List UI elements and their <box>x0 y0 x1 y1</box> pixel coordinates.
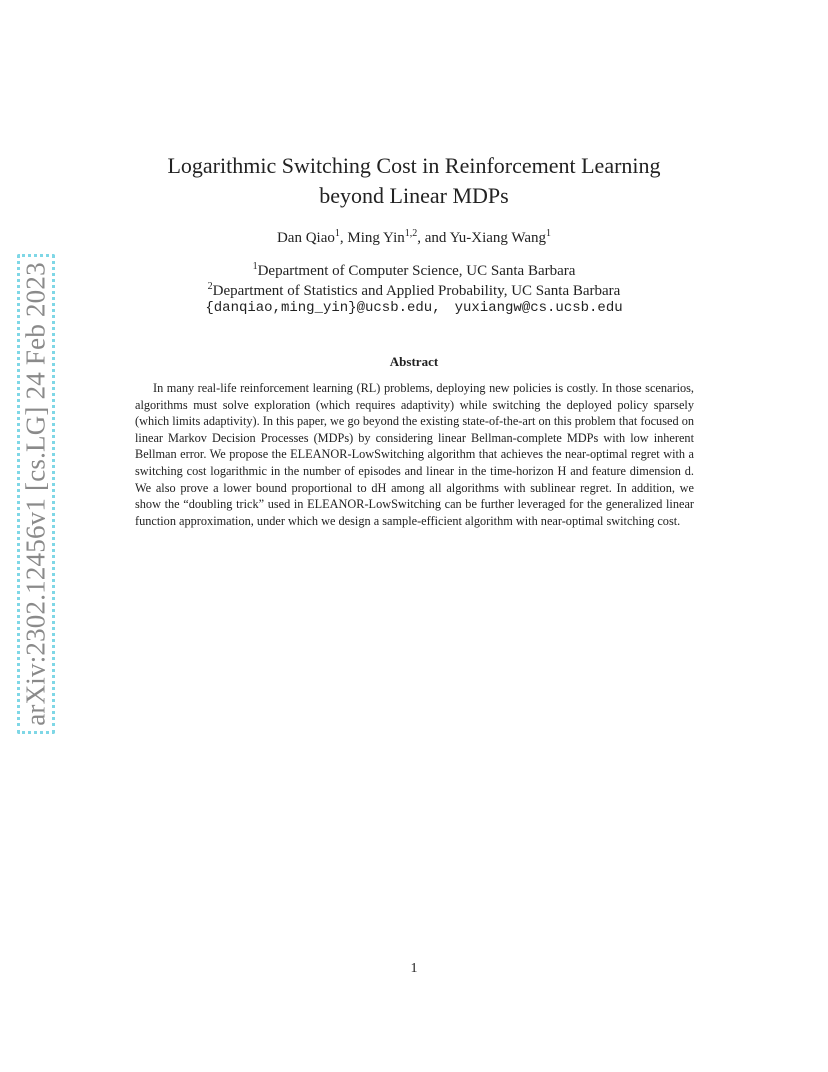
author-affiliation-marker: 1,2 <box>404 228 418 239</box>
arxiv-identifier-stamp <box>17 254 55 734</box>
affiliation-1 <box>0 261 828 280</box>
email-ucsb: {danqiao,ming_yin}@ucsb.edu, <box>205 300 441 316</box>
affiliation-text: Department of Computer Science, UC Santa Barbara <box>257 263 576 279</box>
email-cs-ucsb: yuxiangw@cs.ucsb.edu <box>454 300 623 316</box>
affiliation-marker: 1 <box>252 261 258 272</box>
author-list: Dan Qiao$^1$, Ming Yin$^{1,2}$, and Yu-Xiang Wang$^1$ <box>276 228 552 246</box>
title-line-2: beyond Linear MDPs <box>319 183 509 208</box>
affiliation-marker: 2 <box>207 281 213 292</box>
title-line-1: Logarithmic Switching Cost in Reinforcement Learning <box>167 153 661 178</box>
author-affiliation-marker: 1 <box>334 228 340 239</box>
affiliation-2 <box>0 281 828 300</box>
paper-title <box>0 151 828 211</box>
author-affiliation-marker: 1 <box>546 228 552 239</box>
author-name: Dan Qiao <box>276 230 335 246</box>
author-name: Ming Yin <box>347 230 405 246</box>
author-name: Yu-Xiang Wang <box>449 230 547 246</box>
page-number: 1 <box>410 961 418 976</box>
abstract-body: In many real-life reinforcement learning (RL) problems, deploying new policies is costly. In those scenarios, algorithms must solve exploration (which requires adaptivity) while switching the deployed policy sparsely (which limits adaptivity). In this paper, we go beyond the existing state-of-the-art on this problem that focused on linear Markov Decision Processes (MDPs) by considering linear Bellman-complete MDPs with low inherent Bellman error. We propose the ELEANOR-LowSwitching algorithm that achieves the near-optimal regret with a switching cost logarithmic in the number of episodes and linear in the time-horizon H and feature dimension d. We also prove a lower bound proportional to dH among all algorithms with sublinear regret. In addition, we show the “doubling trick” used in ELEANOR-LowSwitching can be further leveraged for the generalized linear function approximation, under which we design a sample-efficient algorithm with near-optimal switching cost. <box>135 381 694 528</box>
abstract-heading: Abstract <box>389 354 439 369</box>
author-conjunction: and <box>424 230 447 246</box>
affiliation-text: Department of Statistics and Applied Probability, UC Santa Barbara <box>212 283 621 299</box>
arxiv-identifier: arXiv:2302.12456v1 [cs.LG] 24 Feb 2023 <box>20 262 51 726</box>
author-emails <box>0 300 828 316</box>
